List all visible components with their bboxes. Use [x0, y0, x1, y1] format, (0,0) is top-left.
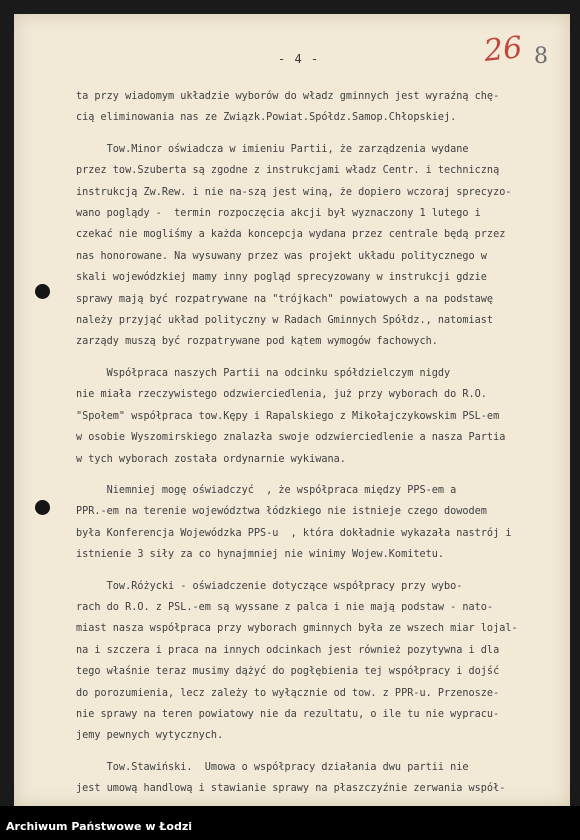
paragraph	[14, 86, 570, 129]
text-line: jest umową handlową i stawianie sprawy na płaszczyźnie zerwania współ-	[76, 783, 506, 795]
paragraph	[14, 139, 570, 353]
text-line: instrukcją Zw.Rew. i nie na-szą jest winą, że dopiero wczoraj sprecyzo-	[76, 186, 512, 198]
text-line: nie miała rzeczywistego odzwierciedlenia, już przy wyborach do R.O.	[76, 389, 487, 401]
handwritten-archive-number: 26	[482, 30, 524, 69]
handwritten-pencil-number: 8	[534, 44, 548, 69]
paragraph	[14, 480, 570, 566]
text-line: rach do R.O. z PSL.-em są wyssane z palca i nie mają podstaw - nato-	[76, 601, 494, 613]
text-line: w osobie Wyszomirskiego znalazła swoje odzwierciedlenie a nasza Partia	[76, 432, 506, 444]
text-line: istnienie 3 siły za co hynajmniej nie winimy Wojew.Komitetu.	[76, 549, 445, 561]
text-line: Tow.Minor oświadcza w imieniu Partii, że zarządzenia wydane	[76, 143, 469, 155]
text-line: w tych wyborach została ordynarnie wykiwana.	[76, 453, 346, 465]
text-line: Tow.Różycki - oświadczenie dotyczące współpracy przy wybo-	[76, 580, 463, 592]
text-line: cią eliminowania nas ze Związk.Powiat.Spółdz.Samop.Chłopskiej.	[76, 112, 457, 124]
text-line: do porozumienia, lecz zależy to wyłącznie od tow. z PPR-u. Przenosze-	[76, 687, 500, 699]
paragraph	[14, 363, 570, 470]
text-line: "Społem" współpraca tow.Kępy i Rapalskiego z Mikołajczykowskim PSL-em	[76, 410, 500, 422]
text-line: przez tow.Szuberta są zgodne z instrukcjami władz Centr. i techniczną	[76, 165, 500, 177]
text-line: miast nasza współpraca przy wyborach gminnych była ze wszech miar lojal-	[76, 623, 518, 635]
text-line: była Konferencja Wojewódzka PPS-u , która dokładnie wykazała nastrój i	[76, 527, 512, 539]
text-line: należy przyjąć układ polityczny w Radach Gminnych Spółdz., natomiast	[76, 315, 494, 327]
document-page	[14, 14, 570, 806]
text-line: Niemniej mogę oświadczyć , że współpraca między PPS-em a	[76, 484, 457, 496]
archive-footer	[0, 806, 580, 840]
text-line: Tow.Stawiński. Umowa o współpracy działania dwu partii nie	[76, 761, 469, 773]
text-line: nas honorowane. Na wysuwany przez was projekt układu politycznego w	[76, 250, 487, 262]
document-body	[14, 86, 570, 800]
text-line: ta przy wiadomym układzie wyborów do władz gminnych jest wyraźną chę-	[76, 91, 500, 102]
text-line: jemy pewnych wytycznych.	[76, 730, 224, 742]
text-line: wano poglądy - termin rozpoczęcia akcji był wyznaczony 1 lutego i	[76, 208, 481, 220]
text-line: nie sprawy na teren powiatowy nie da rezultatu, o ile tu nie wypracu-	[76, 708, 500, 720]
text-line: na i szczera i praca na innych odcinkach jest również pozytywna i dla	[76, 644, 500, 656]
text-line: skali wojewódzkiej mamy inny pogląd sprecyzowany w instrukcji gdzie	[76, 272, 487, 284]
text-line: sprawy mają być rozpatrywane na "trójkach" powiatowych a na podstawę	[76, 293, 494, 305]
paragraph	[14, 757, 570, 800]
paragraph	[14, 576, 570, 747]
archive-name: Archiwum Państwowe w Łodzi	[6, 820, 193, 833]
text-line: Współpraca naszych Partii na odcinku spółdzielczym nigdy	[76, 367, 451, 379]
text-line: PPR.-em na terenie województwa łódzkiego nie istnieje czego dowodem	[76, 506, 487, 518]
text-line: zarządy muszą być rozpatrywane pod kątem wymogów fachowych.	[76, 336, 438, 348]
text-line: czekać nie mogliśmy a każda koncepcja wydana przez centrale będą przez	[76, 229, 506, 241]
page-number: - 4 -	[278, 52, 320, 66]
text-line: tego właśnie teraz musimy dążyć do pogłębienia tej współpracy i dojść	[76, 666, 500, 678]
